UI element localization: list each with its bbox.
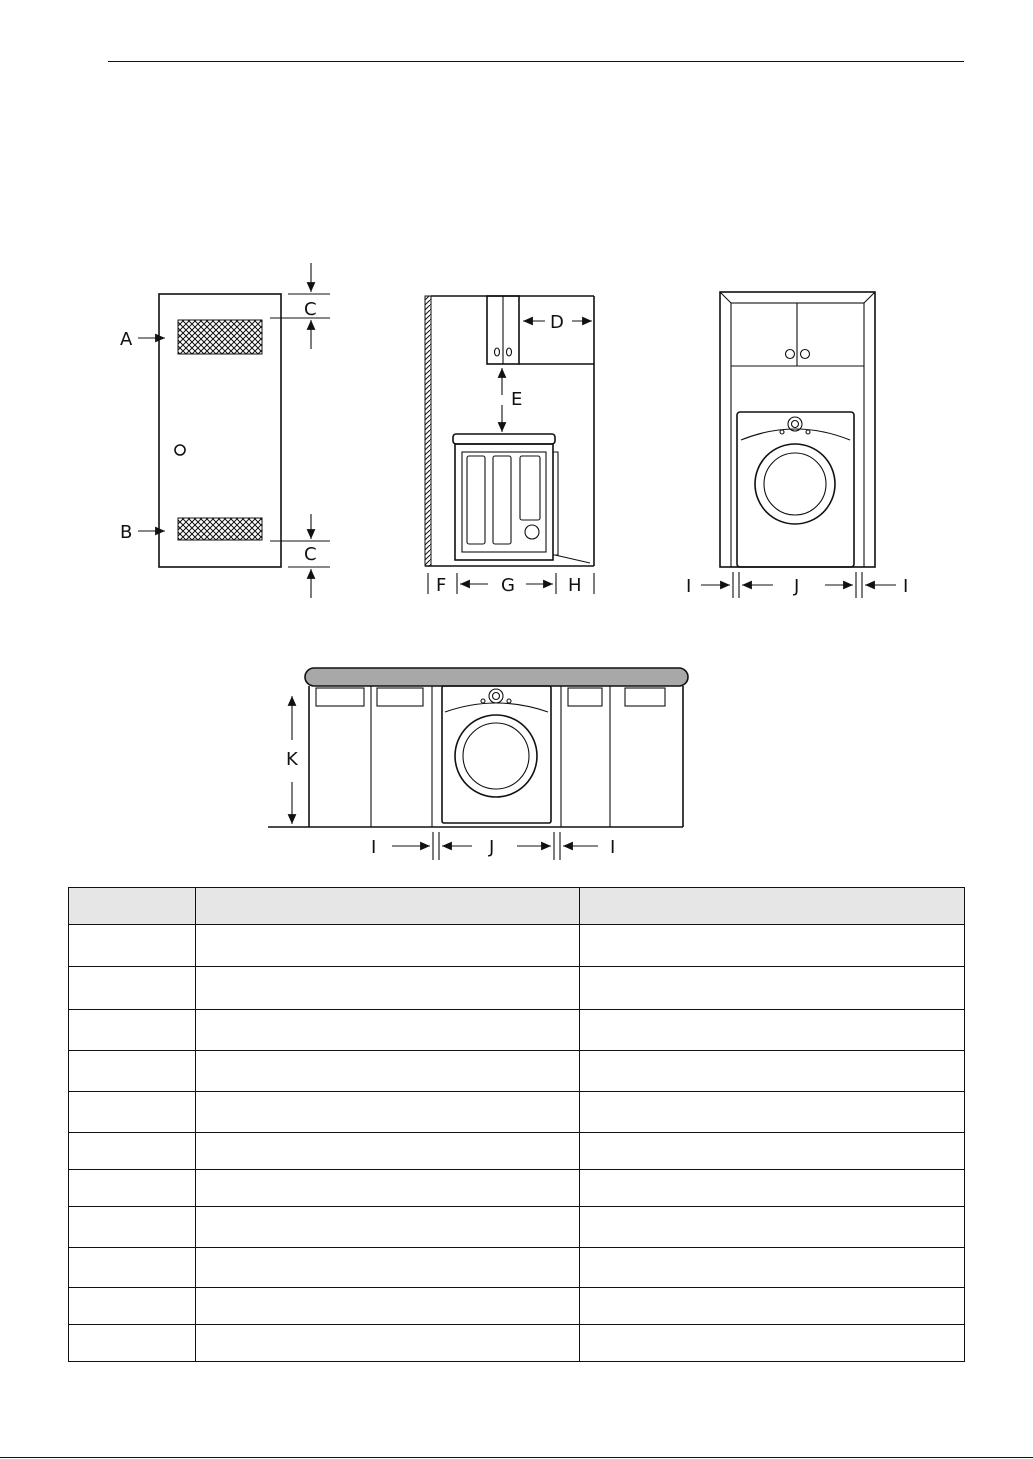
table-cell [580,967,965,1010]
table-row [69,1133,965,1170]
table-cell [196,1133,580,1170]
table-cell [196,1207,580,1248]
table-cell [196,1325,580,1362]
table-cell [580,1325,965,1362]
upper-vent [178,320,262,354]
wall [425,296,431,566]
table-cell [580,1288,965,1325]
footer-rule [0,1457,1033,1458]
under-counter-figure [268,668,688,860]
table-cell [580,1133,965,1170]
label-i-right: I [903,576,909,597]
table-cell [69,1092,196,1133]
label-j-2: J [489,837,495,858]
label-d: D [550,312,564,333]
table-cell [580,1051,965,1092]
table-cell [69,1248,196,1288]
table-cell [196,1010,580,1051]
table-header-cell [580,888,965,925]
side-view-figure [425,296,594,596]
table-cell [69,1207,196,1248]
table-row [69,1325,965,1362]
label-j: J [794,576,800,597]
table-cell [69,1133,196,1170]
label-k: K [286,749,298,770]
table-cell [69,1170,196,1207]
label-c-bottom: C [304,544,317,565]
table-row [69,1170,965,1207]
label-c-top: C [304,299,317,320]
table-row [69,1010,965,1051]
table-header-row [69,888,965,925]
table-cell [69,1051,196,1092]
table-cell [580,925,965,967]
closet-front-figure [686,292,908,598]
door-knob [175,445,185,455]
table-cell [196,925,580,967]
table-cell [580,1092,965,1133]
table-cell [69,1010,196,1051]
table-row [69,1092,965,1133]
dimensions-table [68,887,965,1362]
closet-door-figure [120,263,330,598]
table-row [69,1248,965,1288]
label-i-left-2: I [371,837,377,858]
table-cell [580,1207,965,1248]
dryer-side [455,444,553,560]
table-cell [196,1248,580,1288]
table-header-cell [69,888,196,925]
table-cell [580,1010,965,1051]
label-a: A [120,329,133,350]
label-h: H [568,575,582,596]
label-b: B [120,522,133,543]
table-row [69,925,965,967]
table-row [69,1288,965,1325]
table-cell [69,925,196,967]
table-cell [69,967,196,1010]
label-i-left: I [686,576,692,597]
label-f: F [436,575,447,596]
lower-vent [178,518,262,540]
label-g: G [501,575,515,596]
table-cell [196,1288,580,1325]
table-cell [196,1051,580,1092]
table-header-cell [196,888,580,925]
table-row [69,1207,965,1248]
dryer-under-counter [442,686,551,823]
table-cell [196,967,580,1010]
table-cell [69,1288,196,1325]
table-cell [580,1170,965,1207]
label-e: E [511,389,523,410]
table-cell [196,1170,580,1207]
table-cell [196,1092,580,1133]
table-row [69,1051,965,1092]
countertop [305,668,688,686]
table-row [69,967,965,1010]
label-i-right-2: I [610,837,616,858]
table-cell [69,1325,196,1362]
table-cell [580,1248,965,1288]
